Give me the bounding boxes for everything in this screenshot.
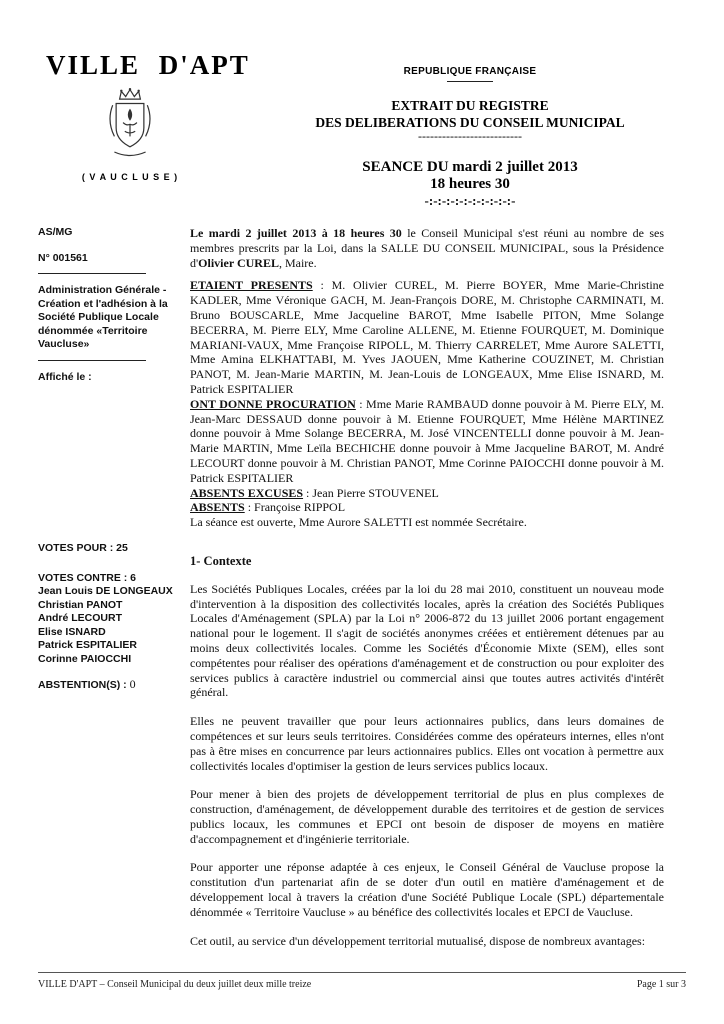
footer-divider: [38, 972, 686, 973]
votes-against-name: Patrick ESPITALIER: [38, 639, 138, 651]
opening-text: le Conseil Municipal s'est réuni au nombre de ses membres prescrits par la Loi, dans la SALLE DU CONSEIL MUNICIPAL, sous la Présidence d': [190, 226, 664, 270]
context-paragraph-5: Cet outil, au service d'un développement territorial mutualisé, dispose de nombreux avantages:: [190, 933, 646, 948]
republic-label: REPUBLIQUE FRANÇAISE: [403, 66, 537, 77]
opening-text-end: , Maire.: [278, 255, 317, 270]
coat-of-arms-icon: [104, 86, 156, 166]
absents-name: : Françoise RIPPOL: [244, 500, 346, 515]
posted-date-label: Affiché le :: [38, 370, 92, 383]
sidebar-divider: [38, 273, 146, 274]
opening-paragraph: [190, 226, 664, 270]
votes-block: [38, 542, 184, 693]
votes-against-name: André LECOURT: [38, 612, 122, 624]
absents-excuses-line: [190, 486, 664, 501]
extract-title-line1: EXTRAIT DU REGISTRE: [391, 98, 549, 113]
session-time: 18 heures 30: [430, 176, 510, 192]
procuration-list: : Mme Marie RAMBAUD donne pouvoir à M. Pierre ELY, M. Jean-Marc DESSAUD donne pouvoir à M. Etienne FOURQUET, Mme Hélène MARTINEZ donne pouvoir à Mme Solange BECERRA, M. José VINCENTELLI donne pouvoir à M. Jean-Marie MARTIN, Mme Leïla BECHICHE donne pouvoir à Mme Jacqueline BAROT, M. André LECOURT donne pouvoir à M. Christian PANOT, Mme Corinne PAIOCCHI donne pouvoir à M. Patrick ESPITALIER: [190, 396, 664, 485]
act-number: N° 001561: [38, 251, 88, 264]
absents-label: ABSENTS: [190, 500, 245, 515]
republic-divider: [447, 81, 493, 82]
context-paragraph-1: Les Sociétés Publiques Locales, créées par la loi du 28 mai 2010, constituent un nouveau mode d'intervention à la disposition des collectivités locales, après la création des Sociétés Publiques Locales d'Aménagement (SPLA) par la Loi n° 2006-872 du 13 juillet 2006 portant engagement national pour le logement. Il s'agit de sociétés anonymes créées et entièrement détenues par au moins deux collectivités locales. Comme les Sociétés d'Économie Mixte (SEM), elles sont compétentes pour réaliser des opérations d'aménagement et de construction ou pour exploiter des services publics à caractère industriel ou commercial ainsi que toutes autres activités d'intérêt général.: [190, 581, 664, 700]
votes-against: VOTES CONTRE : 6: [38, 571, 137, 584]
abstentions-value: 0: [129, 677, 136, 691]
abstentions: [38, 678, 184, 693]
section-1-title: 1- Contexte: [190, 553, 252, 568]
present-list: : M. Olivier CUREL, M. Pierre BOYER, Mme Marie-Christine KADLER, Mme Véronique GACH, M. Jean-François DORE, M. Christophe CARMINATI, M. Bruno BOUSCARLE, Mme Jacqueline BAROT, Mme Isabelle PITON, Mme Solange BECERRA, M. Pierre ELY, Mme Caroline ALLENE, M. Etienne FOURQUET, M. Dominique MARIANI-VAUX, Mme Françoise RIPOLL, M. Thierry CARRELET, Mme Aurore SALETTI, Mme Amina ELKHATTABI, M. Yves JAOUEN, Mme Katherine COUZINET, M. Christian PANOT, M. Jean-Marie MARTIN, M. Jean-Louis de LONGEAUX, Mme Elise ISNARD, M. Patrick ESPITALIER: [190, 278, 665, 396]
session-separator: -:-:-:-:-:-:-:-:-:-:-: [424, 193, 516, 208]
session-title: SEANCE DU mardi 2 juillet 2013: [362, 159, 578, 175]
procuration-paragraph: [190, 397, 664, 486]
absents-excuses-name: : Jean Pierre STOUVENEL: [303, 485, 439, 500]
dashes-separator: --------------------------: [418, 129, 522, 143]
votes-against-name: Jean Louis DE LONGEAUX: [38, 585, 173, 597]
sidebar-divider: [38, 360, 146, 361]
mayor-name: Olivier CUREL: [198, 255, 279, 270]
votes-against-name: Elise ISNARD: [38, 625, 106, 638]
left-margin-column: [38, 226, 184, 693]
votes-against-name: Corinne PAIOCCHI: [38, 652, 132, 665]
votes-against-name: Christian PANOT: [38, 598, 123, 611]
page-number: Page 1 sur 3: [636, 979, 686, 990]
footer-document-title: VILLE D'APT – Conseil Municipal du deux juillet deux mille treize: [38, 979, 312, 990]
absents-line: [190, 500, 664, 515]
context-paragraph-2: Elles ne peuvent travailler que pour leurs actionnaires publics, dans leurs domaines de compétences et sur leurs seuls territoires. Considérées comme des opérateurs internes, elles n'ont pas à être mises en concurrence par leurs actionnaires publics. Elles ont vocation à permettre aux collectivités locales d'optimiser la gestion de leurs services publics locaux.: [190, 714, 664, 773]
session-datetime: Le mardi 2 juillet 2013 à 18 heures 30: [190, 226, 402, 240]
present-label: ETAIENT PRESENTS: [190, 278, 313, 293]
present-members-paragraph: [190, 278, 664, 396]
extract-title-line2: DES DELIBERATIONS DU CONSEIL MUNICIPAL: [315, 115, 625, 130]
context-paragraph-3: Pour mener à bien des projets de développement territorial de plus en plus complexes de construction, d'aménagement, de développement durable des territoires et de gestion de services publics locaux, les communes et EPCI ont besoin de disposer de moyens en matière d'accompagnement et d'ingénierie territoriale.: [190, 787, 664, 846]
votes-for: VOTES POUR : 25: [38, 542, 128, 554]
deliberation-subject: Administration Générale - Création et l'adhésion à la Société Publique Locale dénommée «Territoire Vaucluse»: [38, 284, 168, 350]
secretary-line: La séance est ouverte, Mme Aurore SALETTI est nommée Secrétaire.: [190, 515, 527, 530]
page-footer: [38, 972, 686, 990]
context-paragraph-4: Pour apporter une réponse adaptée à ces enjeux, le Conseil Général de Vaucluse propose la constitution d'un partenariat afin de se doter d'un outil en matière d'aménagement et de développement local à travers la création d'une Société Publique Locale (SPL) départementale dénommée « Territoire Vaucluse » au bénéfice des collectivités locales et EPCI de Vaucluse.: [190, 860, 664, 919]
header-right-block: [270, 66, 670, 209]
ref-initials: AS/MG: [38, 226, 73, 238]
abstentions-label: ABSTENTION(S) :: [38, 679, 127, 691]
deliberation-body: [190, 226, 664, 962]
department-label: ( V A U C L U S E ): [81, 172, 179, 182]
absents-excuses-label: ABSENTS EXCUSES: [190, 485, 304, 500]
city-title: VILLE D'APT: [46, 50, 250, 80]
procuration-label: ONT DONNE PROCURATION: [190, 396, 356, 411]
